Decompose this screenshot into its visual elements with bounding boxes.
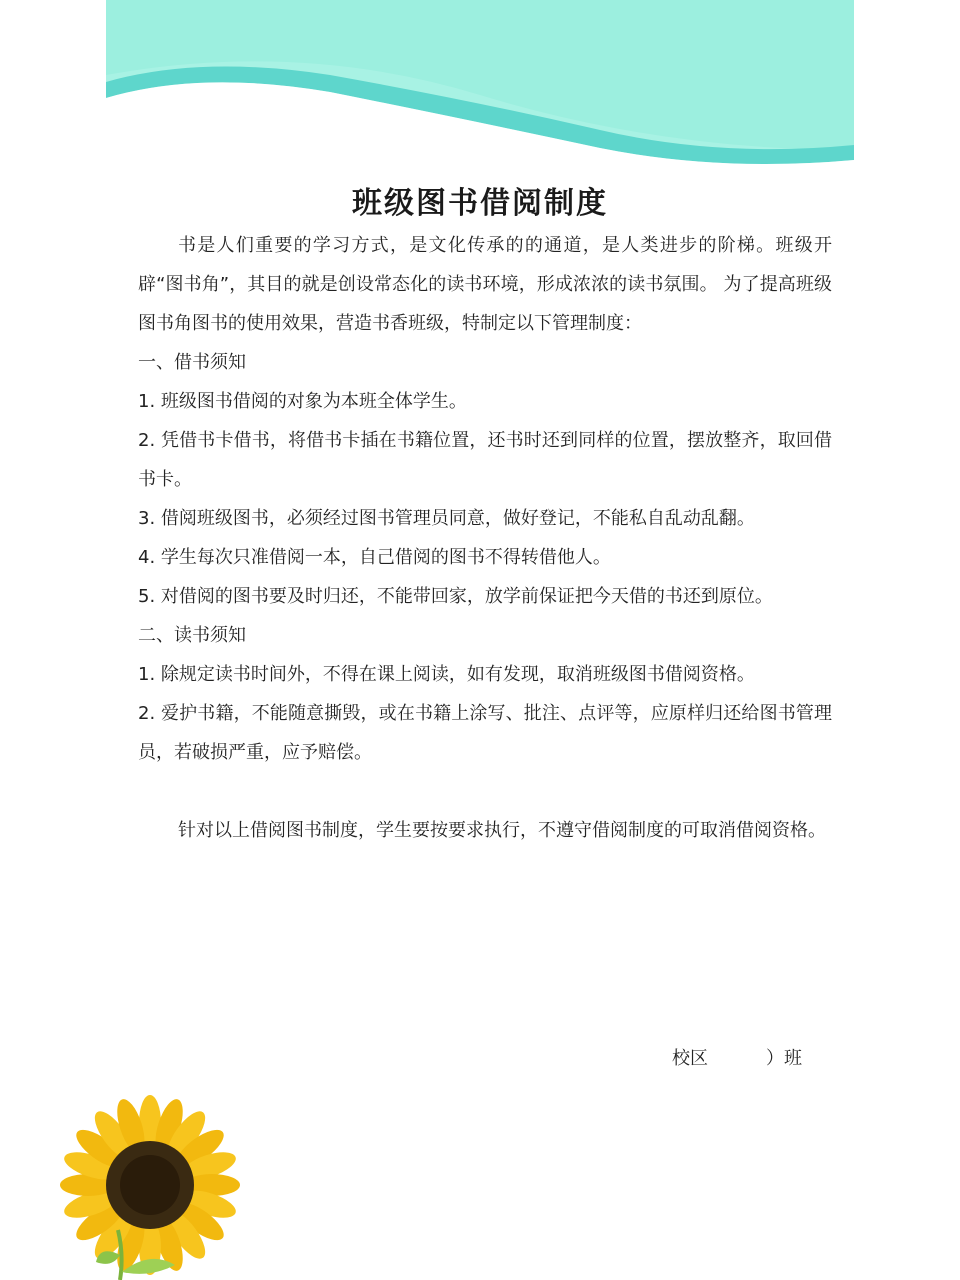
intro-paragraph: 书是人们重要的学习方式，是文化传承的的通道，是人类进步的阶梯。班级开辟“图书角”，其目的就是创设常态化的读书环境，形成浓浓的读书氛围。 为了提高班级图书角图书的使用效果，营造书香班级，特制定以下管理制度： xyxy=(138,235,832,334)
rule-item: 1. 班级图书借阅的对象为本班全体学生。 xyxy=(138,391,467,412)
rule-item: 4. 学生每次只准借阅一本，自己借阅的图书不得转借他人。 xyxy=(138,547,611,568)
sunflower-illustration xyxy=(0,1050,340,1280)
closing-paragraph: 针对以上借阅图书制度，学生要按要求执行，不遵守借阅制度的可取消借阅资格。 xyxy=(178,820,826,841)
rule-item: 1. 除规定读书时间外，不得在课上阅读，如有发现，取消班级图书借阅资格。 xyxy=(138,664,755,685)
section-heading-reading: 二、读书须知 xyxy=(138,625,246,646)
page-title: 班级图书借阅制度 xyxy=(352,186,608,221)
document-body xyxy=(138,226,832,850)
campus-label: 校区 xyxy=(672,1048,708,1069)
header-wave-decoration xyxy=(0,0,960,200)
rule-item: 2. 爱护书籍，不能随意撕毁，或在书籍上涂写、批注、点评等，应原样归还给图书管理员，若破损严重，应予赔偿。 xyxy=(138,703,832,763)
rule-item: 2. 凭借书卡借书，将借书卡插在书籍位置，还书时还到同样的位置，摆放整齐，取回借书卡。 xyxy=(138,430,832,490)
signature-line xyxy=(672,1044,802,1070)
rule-item: 3. 借阅班级图书，必须经过图书管理员同意，做好登记，不能私自乱动乱翻。 xyxy=(138,508,755,529)
rule-item: 5. 对借阅的图书要及时归还，不能带回家，放学前保证把今天借的书还到原位。 xyxy=(138,586,773,607)
class-label: ）班 xyxy=(766,1048,802,1069)
section-heading-borrowing: 一、借书须知 xyxy=(138,352,246,373)
blank-line xyxy=(138,772,832,811)
